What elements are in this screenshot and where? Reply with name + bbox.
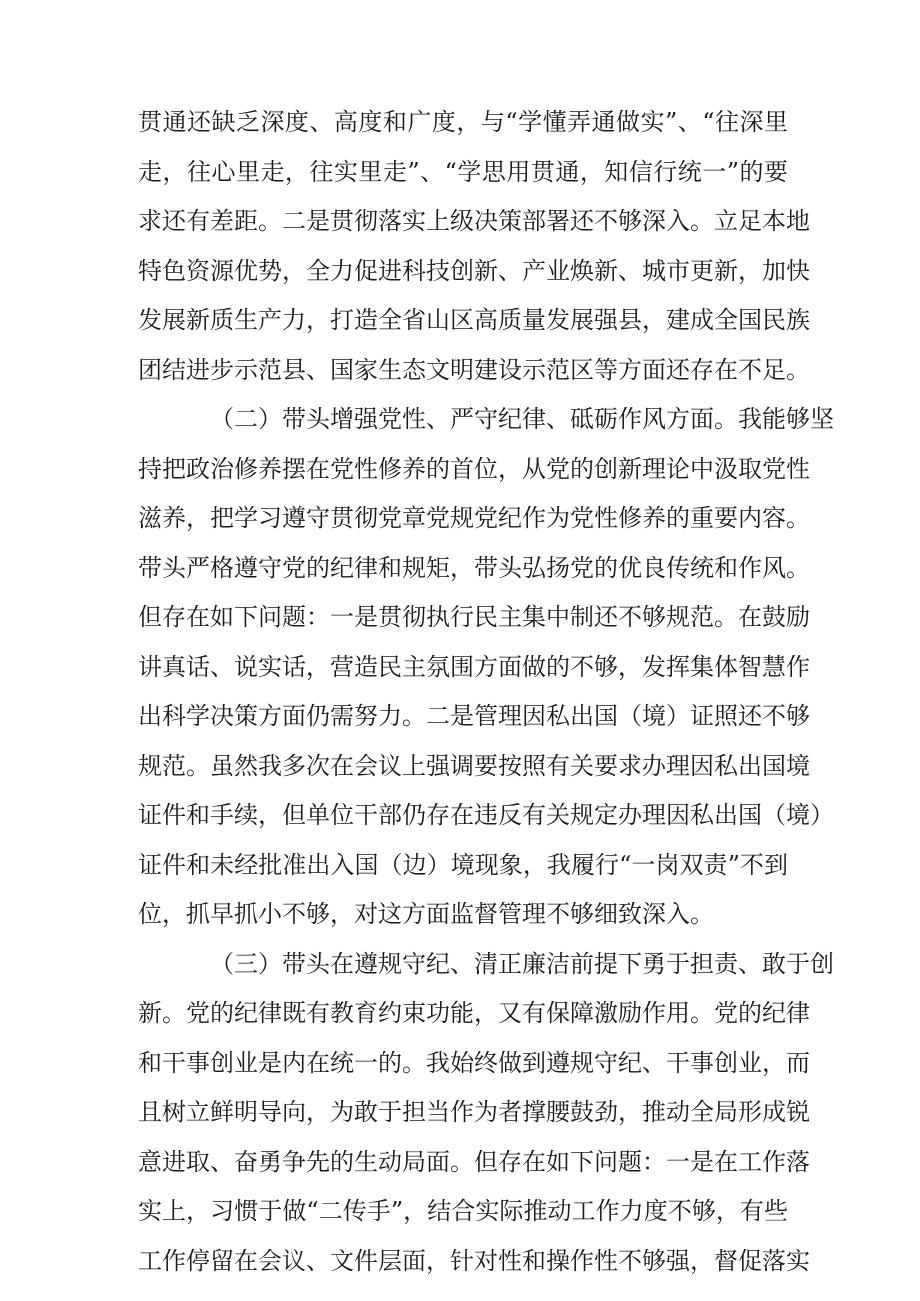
text-line: 持把政治修养摆在党性修养的首位，从党的创新理论中汲取党性 [138,454,810,483]
text-line: 证件和未经批准出入国（边）境现象，我履行“一岗双责”不到 [138,850,788,879]
text-line: 新。党的纪律既有教育约束功能，又有保障激励作用。党的纪律 [138,999,810,1027]
text-line: 走，往心里走，往实里走”、“学思用贯通，知信行统一”的要 [138,157,788,186]
text-line: 但存在如下问题：一是贯彻执行民主集中制还不够规范。在鼓励 [138,603,810,631]
section-heading-line: （三）带头在遵规守纪、清正廉洁前提下勇于担责、敢于创 [210,949,834,978]
text-line: 团结进步示范县、国家生态文明建设示范区等方面还存在不足。 [138,355,810,384]
text-line: 求还有差距。二是贯彻落实上级决策部署还不够深入。立足本地 [138,207,810,235]
text-line: 位，抓早抓小不够，对这方面监督管理不够细致深入。 [138,900,714,928]
paragraph-section-3 [138,940,834,1287]
text-line: 带头严格遵守党的纪律和规矩，带头弘扬党的优良传统和作风。 [138,553,810,582]
text-line: 贯通还缺乏深度、高度和广度，与“学懂弄通做实”、“往深里 [138,108,788,136]
document-body [138,98,834,1286]
text-line: 特色资源优势，全力促进科技创新、产业焕新、城市更新，加快 [138,256,810,285]
text-line: 工作停留在会议、文件层面，针对性和操作性不够强，督促落实 [138,1246,810,1275]
text-line: 发展新质生产力，打造全省山区高质量发展强县，建成全国民族 [138,306,810,334]
text-line: 滋养，把学习遵守贯彻党章党规党纪作为党性修养的重要内容。 [138,504,810,532]
text-line: 且树立鲜明导向，为敢于担当作为者撑腰鼓劲，推动全局形成锐 [138,1098,810,1126]
section-heading-line: （二）带头增强党性、严守纪律、砥砺作风方面。我能够坚 [210,405,834,433]
text-line: 出科学决策方面仍需努力。二是管理因私出国（境）证照还不够 [138,702,810,730]
paragraph-section-2 [138,395,834,940]
text-line: 和干事创业是内在统一的。我始终做到遵规守纪、干事创业，而 [138,1048,810,1077]
paragraph-continuation [138,98,810,395]
text-line: 意进取、奋勇争先的生动局面。但存在如下问题：一是在工作落 [138,1147,810,1176]
text-line: 实上，习惯于做“二传手”，结合实际推动工作力度不够，有些 [138,1197,788,1225]
text-line: 规范。虽然我多次在会议上强调要按照有关要求办理因私出国境 [138,751,810,780]
text-line: 证件和手续，但单位干部仍存在违反有关规定办理因私出国（境） [138,801,834,829]
text-line: 讲真话、说实话，营造民主氛围方面做的不够，发挥集体智慧作 [138,652,810,681]
